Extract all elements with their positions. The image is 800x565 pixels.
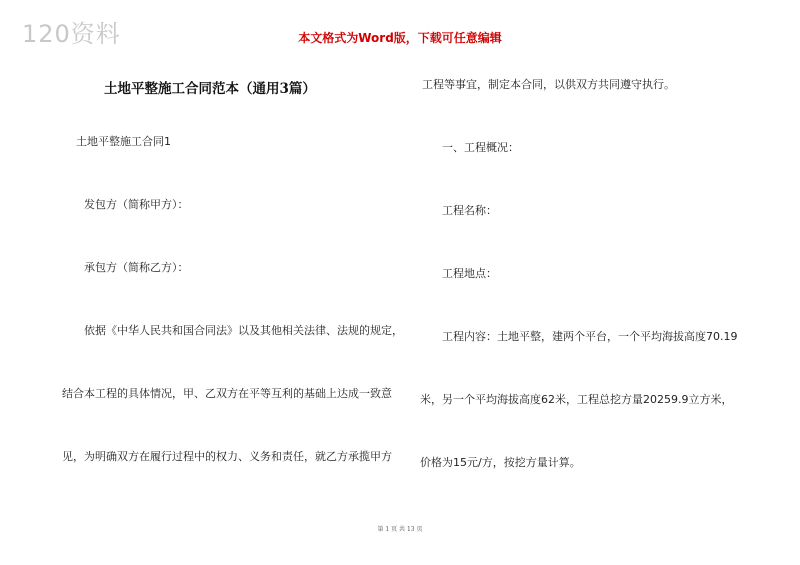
- party-b-line: 承包方（简称乙方）：: [84, 261, 189, 274]
- paragraph-line: 工程等事宜，制定本合同，以供双方共同遵守执行。: [422, 78, 675, 91]
- paragraph-line: 见，为明确双方在履行过程中的权力、义务和责任，就乙方承揽甲方: [62, 450, 392, 463]
- paragraph-line: 价格为15元/方，按挖方量计算。: [420, 456, 581, 469]
- contract-heading: 土地平整施工合同1: [76, 135, 171, 148]
- page-number: 第 1 页 共 13 页: [377, 526, 423, 533]
- watermark-logo: 120资料: [22, 20, 121, 48]
- project-location-line: 工程地点：: [442, 267, 497, 280]
- document-title: 土地平整施工合同范本（通用3篇）: [104, 81, 316, 97]
- section-heading: 一、工程概况：: [442, 141, 519, 154]
- paragraph-line: 米，另一个平均海拔高度62米，工程总挖方量20259.9立方米，: [420, 393, 733, 406]
- paragraph-line: 结合本工程的具体情况，甲、乙双方在平等互利的基础上达成一致意: [62, 387, 392, 400]
- party-a-line: 发包方（简称甲方）：: [84, 198, 189, 211]
- format-banner: 本文格式为Word版，下载可任意编辑: [298, 31, 502, 45]
- paragraph-line: 依据《中华人民共和国合同法》以及其他相关法律、法规的规定，: [84, 324, 403, 337]
- project-content-line: 工程内容：土地平整，建两个平台，一个平均海拔高度70.19: [442, 330, 738, 343]
- project-name-line: 工程名称：: [442, 204, 497, 217]
